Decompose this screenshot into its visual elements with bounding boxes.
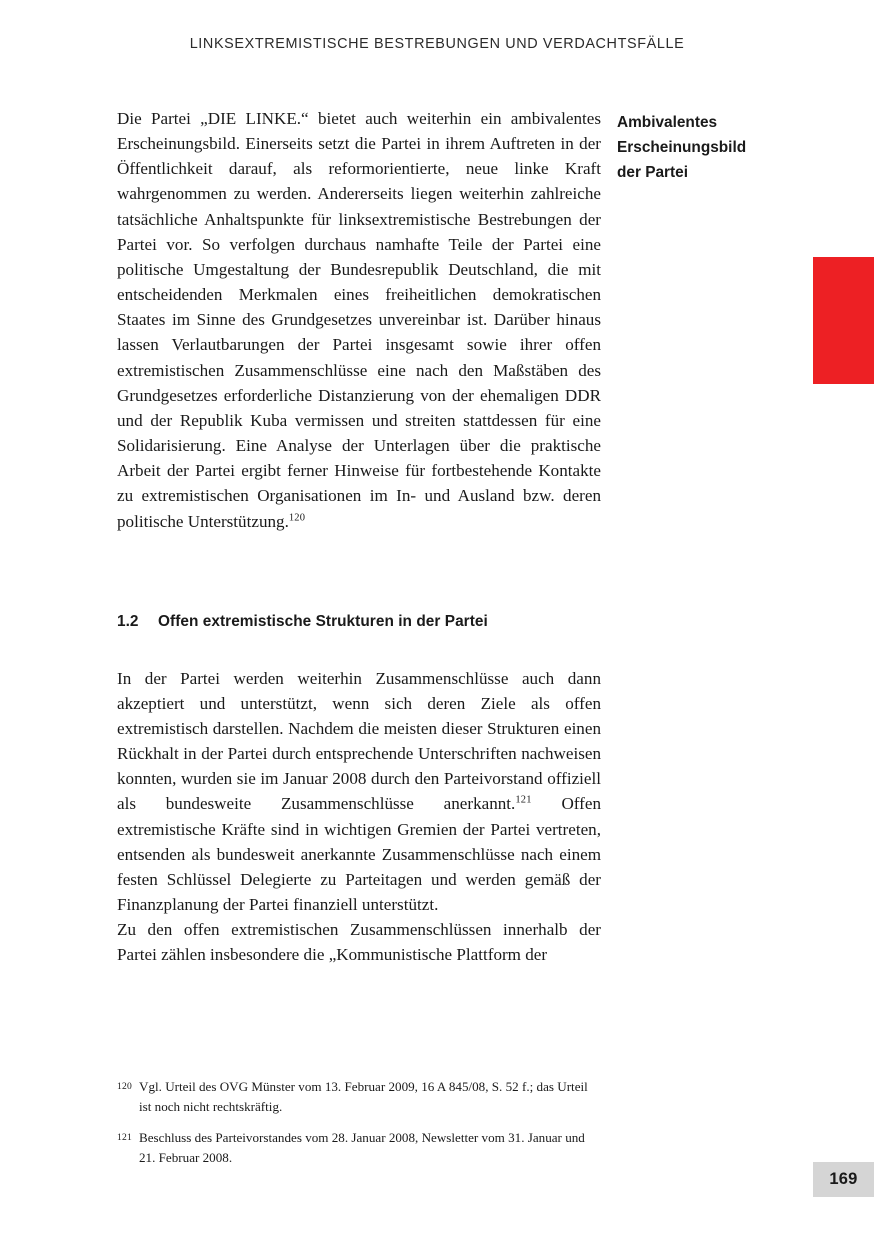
footnote-number: 120 xyxy=(117,1080,132,1092)
footnote-reference-121[interactable]: 121 xyxy=(515,794,532,806)
footnote-item xyxy=(117,1128,601,1167)
running-header: LINKSEXTREMISTISCHE BESTREBUNGEN UND VERDACHTSFÄLLE xyxy=(189,36,685,52)
footnote-text: Beschluss des Parteivorstandes vom 28. Januar 2008, Newsletter vom 31. Januar und 21. Februar 2008. xyxy=(139,1130,585,1165)
margin-note-line-3: der Partei xyxy=(617,164,689,181)
margin-note-line-2: Erscheinungsbild xyxy=(617,139,747,156)
body-text-column xyxy=(117,106,601,968)
paragraph-1-text: Die Partei „DIE LINKE.“ bietet auch weiterhin ein ambivalentes Erscheinungsbild. Einerseits setzt die Partei in ihrem Auftreten in der Öffentlichkeit darauf, als reformorientierte, neue linke Kraft wahrgenommen zu werden. Andererseits liegen weiterhin zahlreiche tatsächliche Anhaltspunkte für linksextremistische Bestrebungen der Partei vor. So verfolgen durchaus namhafte Teile der Partei eine politische Umgestaltung der Bundesrepublik Deutschland, die mit entscheidenden Merkmalen eines freiheitlichen demokratischen Staates im Sinne des Grundgesetzes unvereinbar ist. Darüber hinaus lassen Verlautbarungen der Partei insgesamt sowie ihrer offen extremistischen Zusammenschlüsse eine nach den Maßstäben des Grundgesetzes erforderliche Distanzierung von der ehemaligen DDR und der Republik Kuba vermissen und streiten stattdessen für eine Solidarisierung. Eine Analyse der Unterlagen über die praktische Arbeit der Partei ergibt ferner Hinweise für fortbestehende Kontakte zu extremistischen Organisationen im In- und Ausland bzw. deren politische Unterstützung. xyxy=(117,109,601,531)
section-heading-1-2 xyxy=(117,613,601,631)
paragraph-2-text-b: Offen extremistische Kräfte sind in wichtigen Gremien der Partei vertreten, entsenden als bundesweit anerkannte Zusammenschlüsse nach einem festen Schlüssel Delegierte zu Parteitagen und werden gemäß der Finanzplanung der Partei finanziell unterstützt. xyxy=(117,794,602,915)
margin-note-ambivalentes-erscheinungsbild xyxy=(617,110,792,185)
footnote-number: 121 xyxy=(117,1131,132,1143)
margin-note-line-1: Ambivalentes xyxy=(617,114,718,131)
section-number: 1.2 xyxy=(117,613,139,630)
footnote-item xyxy=(117,1077,601,1116)
paragraph-kommunistische-plattform: Zu den offen extremistischen Zusammenschlüssen innerhalb der Partei zählen insbesondere die „Kommunistische Plattform der xyxy=(117,920,601,965)
paragraph-ambivalentes xyxy=(117,106,601,534)
paragraph-2-text-a: In der Partei werden weiterhin Zusammenschlüsse auch dann akzeptiert und unterstützt, wenn sich deren Ziele als offen extremistisch darstellen. Nachdem die meisten dieser Strukturen einen Rückhalt in der Partei durch entsprechende Unterschriften nachweisen konnten, wurden sie im Januar 2008 durch den Parteivorstand offiziell als bundesweite Zusammenschlüsse anerkannt. xyxy=(117,668,601,814)
page-number: 169 xyxy=(813,1162,874,1197)
paragraph-zusammenschluesse xyxy=(117,666,601,918)
footnote-reference-120[interactable]: 120 xyxy=(288,511,306,523)
footnote-text: Vgl. Urteil des OVG Münster vom 13. Februar 2009, 16 A 845/08, S. 52 f.; das Urteil ist noch nicht rechtskräftig. xyxy=(139,1079,588,1114)
footnote-area xyxy=(117,1077,601,1167)
section-title: Offen extremistische Strukturen in der Partei xyxy=(158,613,488,630)
red-marker-tab xyxy=(813,257,874,384)
